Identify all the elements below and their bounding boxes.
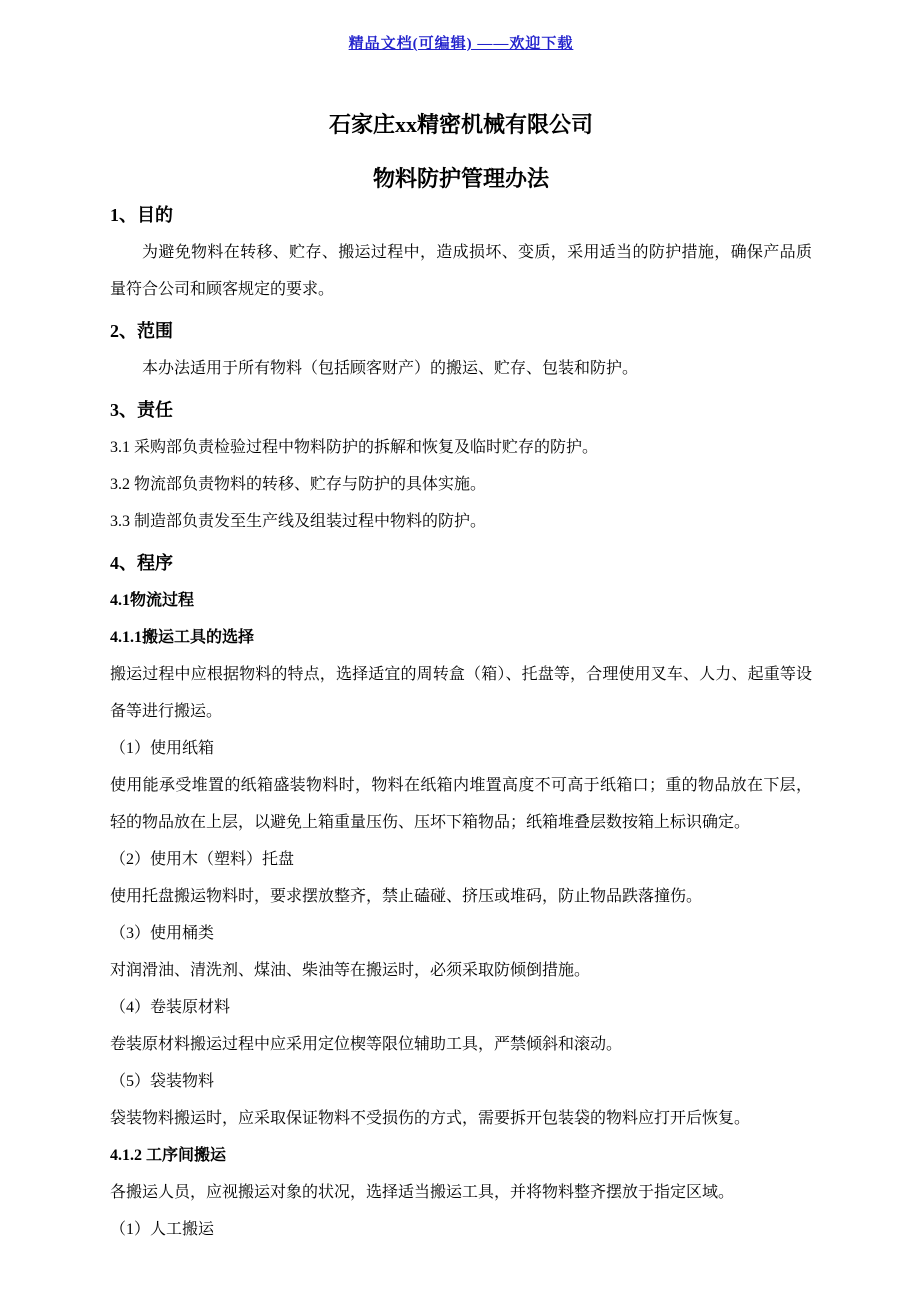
section-1-heading: 1、目的 bbox=[110, 205, 173, 225]
list-item-3-label: （3）使用桶类 bbox=[110, 925, 215, 942]
section-3-item-3: 3.3 制造部负责发至生产线及组装过程中物料的防护。 bbox=[110, 513, 487, 530]
section-1-body: 为避免物料在转移、贮存、搬运过程中，造成损坏、变质，采用适当的防护措施，确保产品质量符合公司和顾客规定的要求。 bbox=[110, 244, 812, 298]
list-item-1-label: （1）使用纸箱 bbox=[110, 740, 215, 757]
list-item-2-body: 使用托盘搬运物料时，要求摆放整齐，禁止磕碰、挤压或堆码，防止物品跌落撞伤。 bbox=[110, 888, 703, 905]
section-4-1-2-heading: 4.1.2 工序间搬运 bbox=[110, 1147, 227, 1164]
header-link-row bbox=[110, 34, 812, 54]
section-4-1-1-intro: 搬运过程中应根据物料的特点，选择适宜的周转盒（箱）、托盘等，合理使用叉车、人力、起重等设备等进行搬运。 bbox=[110, 666, 812, 720]
list-item-4-body: 卷装原材料搬运过程中应采用定位楔等限位辅助工具，严禁倾斜和滚动。 bbox=[110, 1036, 623, 1053]
list-item-5-label: （5）袋装物料 bbox=[110, 1073, 215, 1090]
section-4-1-1-heading: 4.1.1搬运工具的选择 bbox=[110, 629, 255, 646]
list-item-2-label: （2）使用木（塑料）托盘 bbox=[110, 851, 295, 868]
section-3-item-2: 3.2 物流部负责物料的转移、贮存与防护的具体实施。 bbox=[110, 476, 487, 493]
section-2-heading: 2、范围 bbox=[110, 321, 173, 341]
list-item-5-body: 袋装物料搬运时，应采取保证物料不受损伤的方式，需要拆开包装袋的物料应打开后恢复。 bbox=[110, 1110, 751, 1127]
list-item-1-body: 使用能承受堆置的纸箱盛装物料时，物料在纸箱内堆置高度不可高于纸箱口；重的物品放在下层，轻的物品放在上层，以避免上箱重量压伤、压坏下箱物品；纸箱堆叠层数按箱上标识确定。 bbox=[110, 777, 812, 831]
section-4-1-heading: 4.1物流过程 bbox=[110, 592, 195, 609]
section-4-1-2-item-label: （1）人工搬运 bbox=[110, 1221, 215, 1238]
doc-subtitle: 物料防护管理办法 bbox=[372, 166, 549, 191]
list-item-3-body: 对润滑油、清洗剂、煤油、柴油等在搬运时，必须采取防倾倒措施。 bbox=[110, 962, 591, 979]
section-4-1-2-body: 各搬运人员，应视搬运对象的状况，选择适当搬运工具，并将物料整齐摆放于指定区域。 bbox=[110, 1184, 735, 1201]
section-4-heading: 4、程序 bbox=[110, 553, 173, 573]
section-2-body: 本办法适用于所有物料（包括顾客财产）的搬运、贮存、包装和防护。 bbox=[142, 360, 639, 377]
doc-title: 石家庄xx精密机械有限公司 bbox=[328, 112, 593, 137]
list-item-4-label: （4）卷装原材料 bbox=[110, 999, 231, 1016]
header-download-link[interactable]: 精品文档(可编辑) ——欢迎下载 bbox=[348, 36, 574, 52]
section-3-heading: 3、责任 bbox=[110, 400, 173, 420]
section-3-item-1: 3.1 采购部负责检验过程中物料防护的拆解和恢复及临时贮存的防护。 bbox=[110, 439, 599, 456]
